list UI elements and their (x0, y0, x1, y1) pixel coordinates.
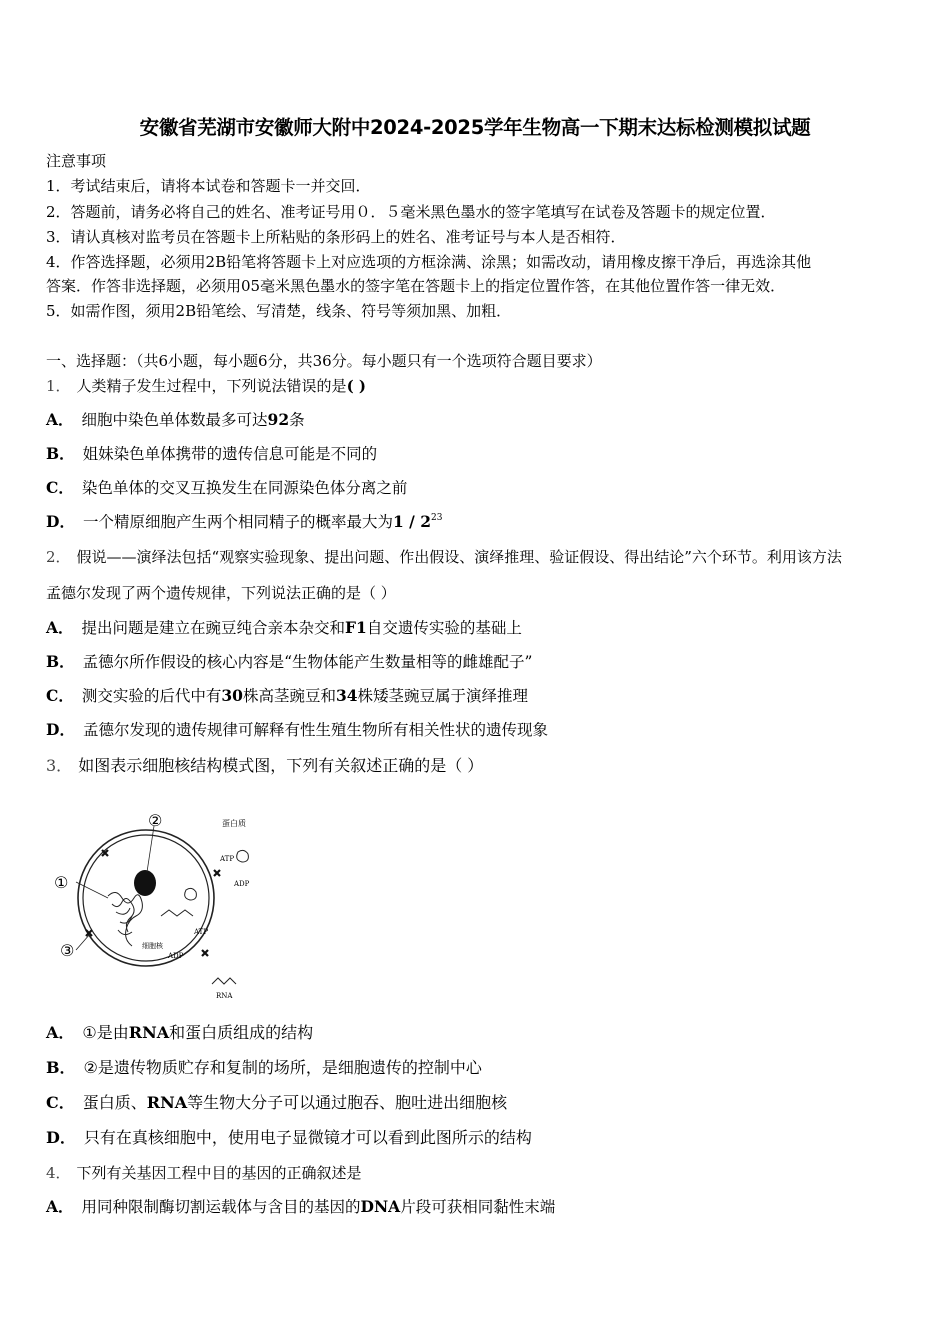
option-text: 测交实验的后代中有 (81, 687, 222, 705)
option-text: 孟德尔发现的遗传规律可解释有性生殖生物所有相关性状的遗传现象 (82, 721, 548, 739)
option-text: 用同种限制酶切割运载体与含目的基因的 (81, 1198, 361, 1216)
option-text: ②是遗传物质贮存和复制的场所，是细胞遗传的控制中心 (83, 1058, 482, 1077)
option-text: 一个精原细胞产生两个相同精子的概率最大为 (82, 513, 393, 531)
option-text: ①是由 (82, 1023, 129, 1042)
rna-molecule (161, 910, 236, 984)
q4-option-a (46, 1197, 555, 1217)
atp-bottom-label: ATP (194, 928, 209, 936)
option-label: B． (46, 1058, 76, 1077)
option-label: B． (46, 652, 75, 671)
option-text: 染色单体的交叉互换发生在同源染色体分离之前 (81, 479, 408, 497)
option-number: 30 (221, 686, 243, 705)
option-label: D． (46, 720, 75, 739)
option-text: 蛋白质、 (82, 1093, 147, 1112)
atp-top-label: ATP (220, 855, 235, 863)
option-text: 片段可获相同黏性末端 (400, 1198, 556, 1216)
notice-item-4-cont: 答案．作答非选择题，必须用05毫米黑色墨水的签字笔在答题卡上的指定位置作答，在其他位置作答一律无效． (46, 277, 786, 295)
q3-option-d (46, 1128, 532, 1148)
question-2-stem-line2: 孟德尔发现了两个遗传规律，下列说法正确的是（ ） (46, 584, 396, 602)
option-label: C． (46, 1093, 75, 1112)
question-number: 3． (46, 756, 73, 775)
q1-option-c (46, 478, 407, 498)
option-text: 只有在真核细胞中，使用电子显微镜才可以看到此图所示的结构 (83, 1128, 532, 1147)
question-2-stem-line1 (46, 547, 842, 567)
option-text: 株高茎豌豆和 (242, 687, 336, 705)
option-text: 姐妹染色单体携带的遗传信息可能是不同的 (82, 445, 378, 463)
option-label: A． (46, 1197, 74, 1216)
label-2: ② (148, 811, 163, 830)
option-text: 株矮茎豌豆属于演绎推理 (357, 687, 529, 705)
option-term: DNA (360, 1197, 401, 1216)
adp-top-label: ADP (234, 880, 250, 888)
label-1: ① (54, 873, 69, 892)
protein-shape (237, 850, 249, 862)
q3-option-a (46, 1023, 313, 1043)
option-label: D． (46, 1128, 76, 1147)
notice-item-2: 2．答题前，请务必将自己的姓名、准考证号用０．５毫米黑色墨水的签字笔填写在试卷及答题卡的规定位置． (46, 203, 776, 221)
notice-item-1: 1．考试结束后，请将本试卷和答题卡一并交回． (46, 177, 371, 195)
adp-bottom-label: ADP (168, 952, 184, 960)
question-text: 假说——演绎法包括“观察实验现象、提出问题、作出假设、演绎推理、验证假设、得出结论”六个环节。利用该方法 (76, 548, 842, 566)
notice-heading: 注意事项 (46, 152, 107, 170)
label-3: ③ (60, 941, 75, 960)
section-heading: 一、选择题：（共6小题，每小题6分，共36分。每小题只有一个选项符合题目要求） (46, 352, 602, 370)
question-text: 如图表示细胞核结构模式图，下列有关叙述正确的是（ ） (78, 756, 484, 775)
question-paren: ( ) (346, 377, 366, 395)
option-text: 细胞中染色单体数最多可达 (81, 411, 268, 429)
question-1-stem (46, 376, 366, 396)
question-3-stem (46, 756, 483, 776)
nucleus-diagram (46, 800, 276, 1010)
nucleolus (134, 870, 156, 896)
option-label: A． (46, 410, 74, 429)
q2-option-d (46, 720, 548, 740)
option-term: RNA (146, 1093, 188, 1112)
option-term: RNA (128, 1023, 170, 1042)
q2-option-a (46, 618, 522, 638)
q3-option-c (46, 1093, 507, 1113)
protein-inside-shape (185, 888, 197, 900)
notice-item-3: 3．请认真核对监考员在答题卡上所粘贴的条形码上的姓名、准考证号与本人是否相符． (46, 228, 626, 246)
q1-option-a (46, 410, 305, 430)
option-text: 等生物大分子可以通过胞吞、胞吐进出细胞核 (187, 1093, 508, 1112)
option-text: 提出问题是建立在豌豆纯合亲本杂交和 (81, 619, 346, 637)
option-text: 自交遗传实验的基础上 (366, 619, 522, 637)
page-title: 安徽省芜湖市安徽师大附中2024-2025学年生物高一下期末达标检测模拟试题 (139, 116, 811, 139)
question-number: 1． (46, 377, 71, 395)
option-number: 34 (335, 686, 358, 705)
notice-item-4: 4．作答选择题，必须用2B铅笔将答题卡上对应选项的方框涂满、涂黑；如需改动，请用橡皮擦干净后，再选涂其他 (46, 253, 812, 271)
option-exponent: 23 (431, 513, 443, 523)
protein-label: 蛋白质 (222, 819, 246, 828)
q3-option-b (46, 1058, 482, 1078)
q1-option-b (46, 444, 377, 464)
question-text: 人类精子发生过程中，下列说法错误的是 (76, 377, 347, 395)
chromatin (108, 892, 142, 946)
question-number: 2． (46, 548, 71, 566)
option-label: C． (46, 478, 74, 497)
option-text: 条 (289, 411, 305, 429)
pointer-line-2 (147, 826, 154, 872)
pointer-line-1 (76, 882, 108, 898)
q2-option-c (46, 686, 528, 706)
question-text: 下列有关基因工程中目的基因的正确叙述是 (76, 1164, 362, 1182)
pointer-line-3 (76, 934, 90, 950)
option-text: 孟德尔所作假设的核心内容是“生物体能产生数量相等的雌雄配子” (82, 653, 533, 671)
option-fraction: 1 / 2 (392, 512, 431, 531)
option-label: A． (46, 1023, 75, 1042)
q2-option-b (46, 652, 532, 672)
nucleus-label: 细胞核 (142, 942, 163, 950)
option-label: A． (46, 618, 74, 637)
notice-item-5: 5．如需作图，须用2B铅笔绘、写清楚，线条、符号等须加黑、加粗． (46, 302, 512, 320)
option-label: B． (46, 444, 75, 463)
option-label: C． (46, 686, 74, 705)
question-number: 4． (46, 1164, 71, 1182)
option-number: 92 (267, 410, 290, 429)
question-4-stem (46, 1163, 362, 1183)
option-label: D． (46, 512, 75, 531)
q1-option-d (46, 512, 442, 532)
option-term: F1 (345, 618, 367, 637)
option-text: 和蛋白质组成的结构 (169, 1023, 314, 1042)
rna-label: RNA (216, 992, 233, 1000)
